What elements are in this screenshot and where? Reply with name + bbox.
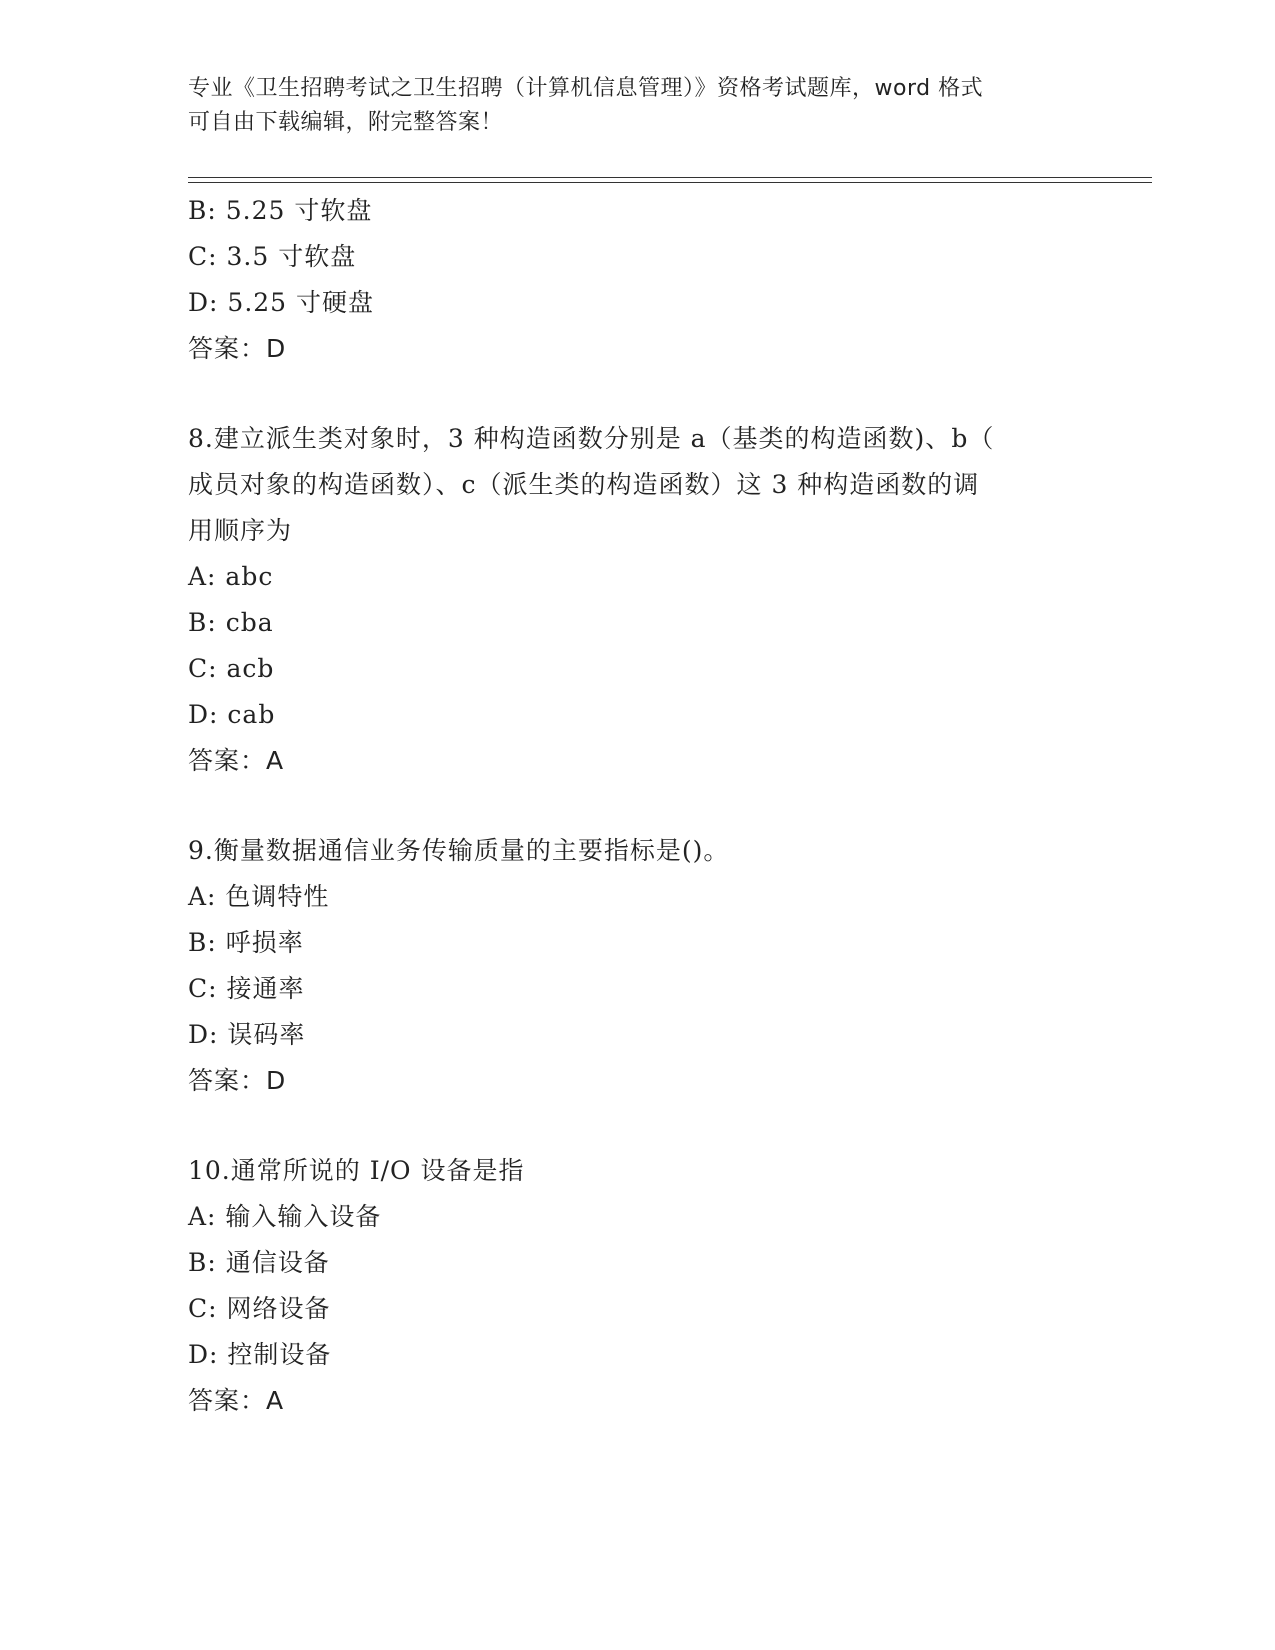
question-list (188, 188, 1088, 1424)
question-7-option-b: B: 5.25 寸软盘 (188, 196, 373, 225)
question-9 (188, 828, 1088, 1104)
question-8-option-d: D: cab (188, 700, 276, 729)
question-8-option-b: B: cba (188, 608, 274, 637)
question-spacer (188, 1104, 1088, 1148)
question-10-option-c: C: 网络设备 (188, 1294, 331, 1323)
question-10-answer: 答案：A (188, 1386, 285, 1415)
question-10-option-d: D: 控制设备 (188, 1340, 332, 1369)
question-7-partial (188, 188, 1088, 372)
question-8-stem-line-2: 成员对象的构造函数）、c（派生类的构造函数）这 3 种构造函数的调 (188, 470, 980, 499)
question-8-option-c: C: acb (188, 654, 275, 683)
question-9-option-a: A: 色调特性 (188, 882, 330, 911)
header-divider-top (188, 177, 1152, 178)
question-9-option-d: D: 误码率 (188, 1020, 306, 1049)
header-divider-bottom (188, 182, 1152, 183)
question-spacer (188, 784, 1088, 828)
header-title-line-2: 可自由下载编辑，附完整答案！ (188, 110, 504, 135)
question-8-answer: 答案：A (188, 746, 285, 775)
question-8-stem-line-3: 用顺序为 (188, 516, 293, 545)
question-spacer (188, 372, 1088, 416)
question-9-option-b: B: 呼损率 (188, 928, 304, 957)
question-8-option-a: A: abc (188, 562, 274, 591)
question-7-option-c: C: 3.5 寸软盘 (188, 242, 357, 271)
document-header (188, 72, 1068, 140)
question-8-stem-line-1: 8.建立派生类对象时，3 种构造函数分别是 a（基类的构造函数)、b（ (188, 424, 995, 453)
question-8 (188, 416, 1088, 784)
question-10 (188, 1148, 1088, 1424)
question-10-option-b: B: 通信设备 (188, 1248, 330, 1277)
question-7-option-d: D: 5.25 寸硬盘 (188, 288, 375, 317)
question-10-stem: 10.通常所说的 I/O 设备是指 (188, 1156, 525, 1185)
header-title-line-1: 专业《卫生招聘考试之卫生招聘（计算机信息管理）》资格考试题库，word 格式 (188, 76, 984, 101)
question-10-option-a: A: 输入输入设备 (188, 1202, 382, 1231)
question-9-option-c: C: 接通率 (188, 974, 305, 1003)
question-9-answer: 答案：D (188, 1066, 287, 1095)
question-7-answer: 答案：D (188, 334, 287, 363)
question-9-stem: 9.衡量数据通信业务传输质量的主要指标是()。 (188, 836, 730, 865)
